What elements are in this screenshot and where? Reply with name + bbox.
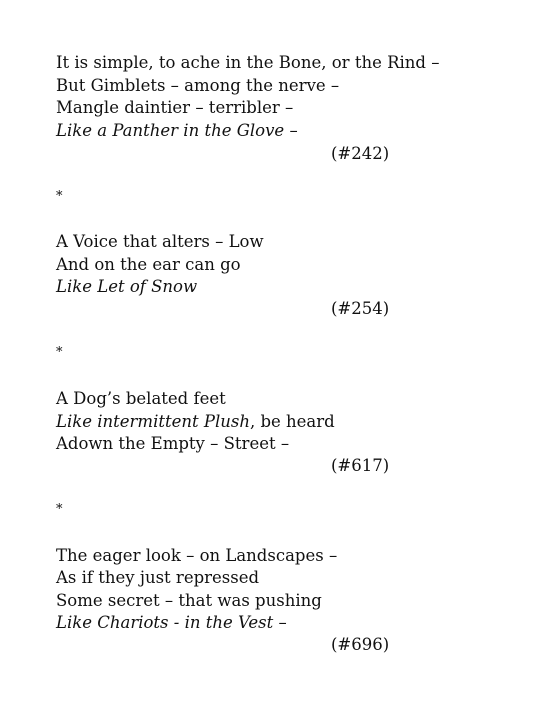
italic-phrase: Like Let of Snow	[56, 277, 198, 296]
poem-254-line-3	[56, 277, 197, 297]
italic-phrase: Like intermittent Plush	[56, 412, 250, 431]
poem-242-line-3: Mangle daintier – terribler –	[56, 98, 294, 117]
poem-617-line-3: Adown the Empty – Street –	[56, 434, 290, 453]
poem-617-line-1: A Dog’s belated feet	[56, 389, 226, 408]
poem-242-line-1: It is simple, to ache in the Bone, or the Rind –	[56, 53, 440, 72]
poem-696-line-3: Some secret – that was pushing	[56, 591, 322, 610]
line-end: –	[284, 121, 298, 140]
poem-617-line-2	[56, 412, 335, 432]
line-end: , be heard	[249, 412, 335, 431]
poem-696-line-1: The eager look – on Landscapes –	[56, 546, 338, 565]
italic-phrase: Like a Panther in the Glove	[56, 121, 285, 140]
italic-phrase: Like Chariots - in the Vest	[56, 613, 274, 632]
poem-242-line-2: But Gimblets – among the nerve –	[56, 76, 340, 95]
poem-254-line-1: A Voice that alters – Low	[56, 232, 264, 251]
poem-number-254: (#254)	[331, 299, 390, 318]
poem-number-617: (#617)	[331, 456, 390, 475]
poem-242-line-4	[56, 121, 298, 141]
poem-254-line-2: And on the ear can go	[56, 255, 241, 274]
poem-696-line-4	[56, 613, 287, 633]
poem-number-696: (#696)	[331, 635, 390, 654]
poem-number-242: (#242)	[331, 144, 390, 163]
separator-asterisk-1: *	[56, 189, 63, 204]
separator-asterisk-3: *	[56, 502, 63, 517]
poem-696-line-2: As if they just repressed	[56, 568, 260, 587]
separator-asterisk-2: *	[56, 345, 63, 360]
line-end: –	[273, 613, 287, 632]
